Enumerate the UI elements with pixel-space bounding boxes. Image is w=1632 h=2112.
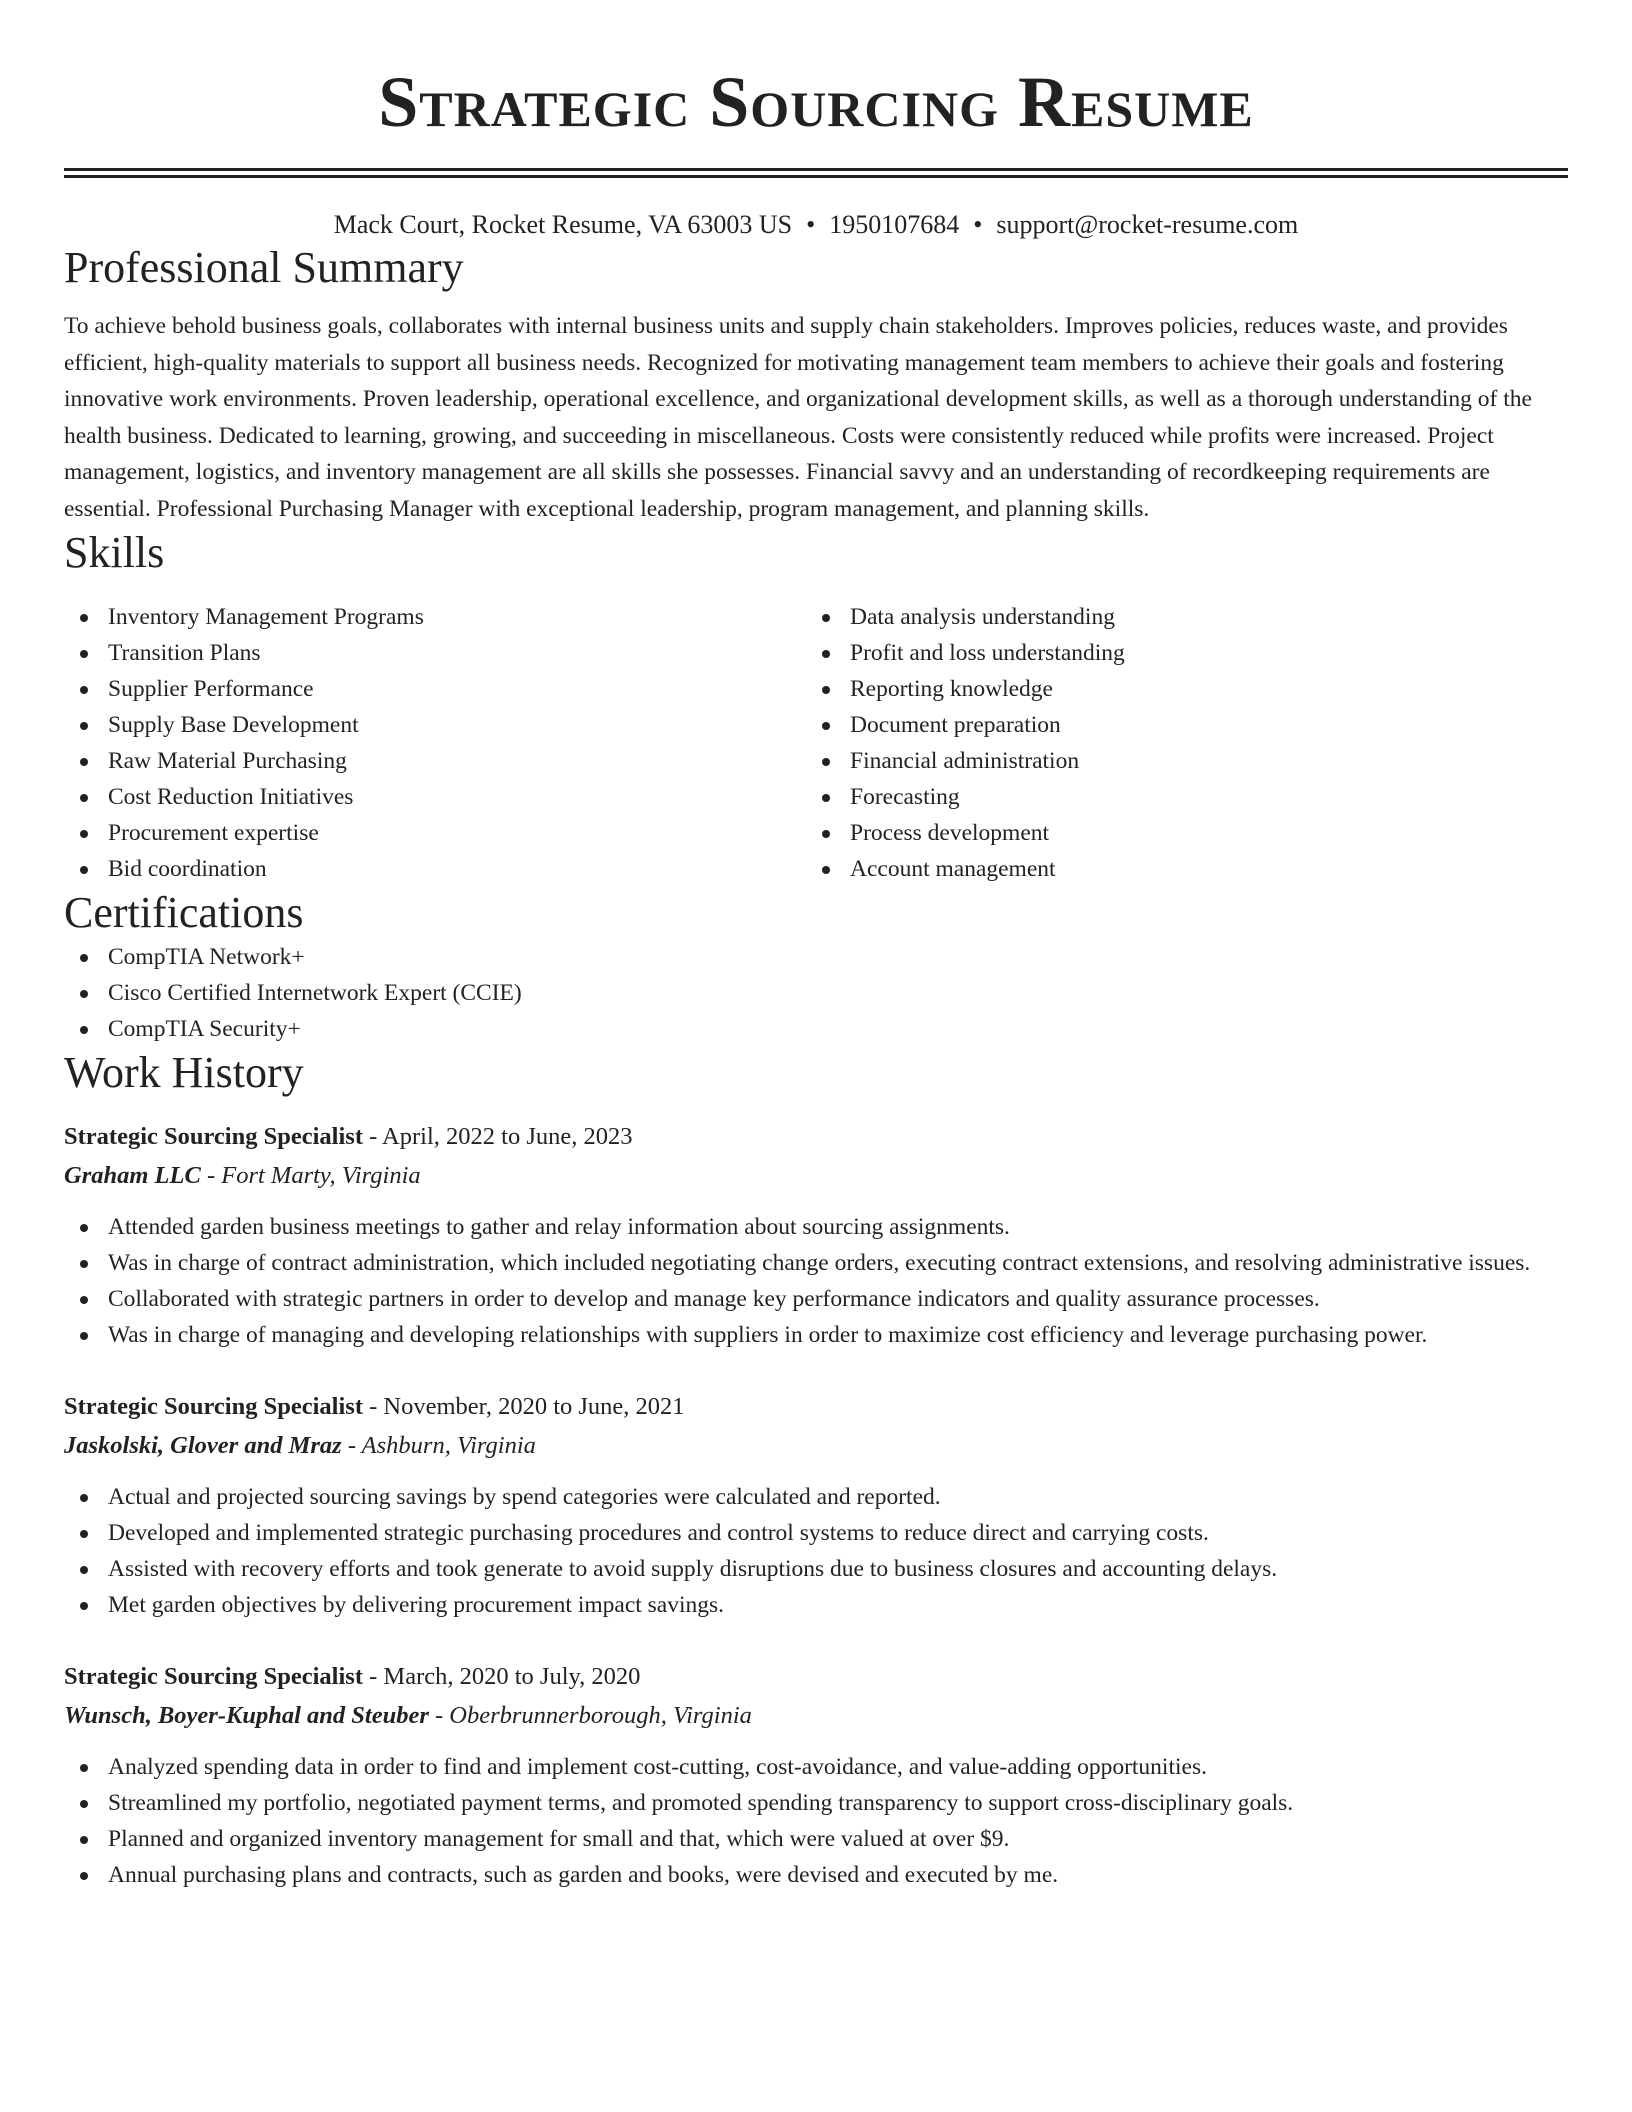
job-duties-list: [64, 1209, 1568, 1353]
job-duty: Was in charge of contract administration, which included negotiating change orders, executing contract extensions, and resolving administrative issues.: [64, 1245, 1568, 1281]
resume-title: Strategic Sourcing Resume: [378, 62, 1254, 142]
job-dates: April, 2022 to June, 2023: [382, 1123, 633, 1150]
skill-item: Document preparation: [806, 707, 1548, 743]
skill-item: Data analysis understanding: [806, 599, 1548, 635]
job-duty: Annual purchasing plans and contracts, such as garden and books, were devised and executed by me.: [64, 1857, 1568, 1893]
skill-item: Forecasting: [806, 779, 1548, 815]
certifications-list: [64, 939, 1568, 1047]
job-location: Fort Marty, Virginia: [221, 1162, 421, 1189]
skill-item: Process development: [806, 815, 1548, 851]
title-divider: [64, 168, 1568, 178]
job-company-line: Wunsch, Boyer-Kuphal and Steuber - Oberbrunnerborough, Virginia: [64, 1702, 752, 1729]
job-title-line: Strategic Sourcing Specialist - April, 2022 to June, 2023: [64, 1123, 633, 1150]
job-duty: Developed and implemented strategic purchasing procedures and control systems to reduce direct and carrying costs.: [64, 1515, 1568, 1551]
skill-item: Account management: [806, 851, 1548, 887]
job-dates: March, 2020 to July, 2020: [383, 1663, 641, 1690]
job-duty: Streamlined my portfolio, negotiated payment terms, and promoted spending transparency to support cross-disciplinary goals.: [64, 1785, 1568, 1821]
job-duty: Analyzed spending data in order to find and implement cost-cutting, cost-avoidance, and value-adding opportunities.: [64, 1749, 1568, 1785]
job-title: Strategic Sourcing Specialist: [64, 1393, 363, 1420]
job-title: Strategic Sourcing Specialist: [64, 1663, 363, 1690]
job-location: Oberbrunnerborough, Virginia: [449, 1702, 752, 1729]
certification-item: Cisco Certified Internetwork Expert (CCIE): [64, 975, 1568, 1011]
job-duty: Collaborated with strategic partners in order to develop and manage key performance indicators and quality assurance processes.: [64, 1281, 1568, 1317]
certification-item: CompTIA Security+: [64, 1011, 1568, 1047]
skill-item: Raw Material Purchasing: [64, 743, 806, 779]
skill-item: Cost Reduction Initiatives: [64, 779, 806, 815]
job-title-line: Strategic Sourcing Specialist - November, 2020 to June, 2021: [64, 1393, 685, 1420]
contact-separator: •: [973, 210, 983, 239]
skill-item: Inventory Management Programs: [64, 599, 806, 635]
job-company: Jaskolski, Glover and Mraz: [64, 1432, 342, 1459]
certifications-heading: Certifications: [64, 888, 304, 937]
job-title: Strategic Sourcing Specialist: [64, 1123, 363, 1150]
contact-line: [64, 208, 1568, 242]
certification-item: CompTIA Network+: [64, 939, 1568, 975]
job-duty: Was in charge of managing and developing relationships with suppliers in order to maximize cost efficiency and leverage purchasing power.: [64, 1317, 1568, 1353]
job-company-line: Graham LLC - Fort Marty, Virginia: [64, 1162, 421, 1189]
job-company: Graham LLC: [64, 1162, 201, 1189]
job-duty: Planned and organized inventory management for small and that, which were valued at over $9.: [64, 1821, 1568, 1857]
contact-phone: 1950107684: [829, 210, 960, 239]
job-duty: Assisted with recovery efforts and took generate to avoid supply disruptions due to business closures and accounting delays.: [64, 1551, 1568, 1587]
job-duties-list: [64, 1749, 1568, 1893]
job-location: Ashburn, Virginia: [361, 1432, 536, 1459]
contact-address: Mack Court, Rocket Resume, VA 63003 US: [333, 210, 793, 239]
contact-email: support@rocket-resume.com: [996, 210, 1299, 239]
skill-item: Profit and loss understanding: [806, 635, 1548, 671]
job-entry: [64, 1117, 1568, 1353]
summary-text: To achieve behold business goals, collaborates with internal business units and supply chain stakeholders. Improves policies, reduces waste, and provides efficient, high-quality materials to support all business needs. Recognized for motivating management team members to achieve their goals and fostering innovative work environments. Proven leadership, operational excellence, and organizational development skills, as well as a thorough understanding of the health business. Dedicated to learning, growing, and succeeding in miscellaneous. Costs were consistently reduced while profits were increased. Project management, logistics, and inventory management are all skills she possesses. Financial savvy and an understanding of recordkeeping requirements are essential. Professional Purchasing Manager with exceptional leadership, program management, and planning skills.: [64, 313, 1532, 522]
skill-item: Financial administration: [806, 743, 1548, 779]
job-title-line: Strategic Sourcing Specialist - March, 2020 to July, 2020: [64, 1663, 641, 1690]
job-dates: November, 2020 to June, 2021: [383, 1393, 685, 1420]
job-duty: Attended garden business meetings to gather and relay information about sourcing assignments.: [64, 1209, 1568, 1245]
summary-heading: Professional Summary: [64, 243, 464, 292]
job-entry: [64, 1387, 1568, 1623]
job-company-line: Jaskolski, Glover and Mraz - Ashburn, Virginia: [64, 1432, 536, 1459]
skill-item: Supply Base Development: [64, 707, 806, 743]
job-duties-list: [64, 1479, 1568, 1623]
skill-item: Transition Plans: [64, 635, 806, 671]
job-duty: Met garden objectives by delivering procurement impact savings.: [64, 1587, 1568, 1623]
skills-list-left: [64, 599, 806, 887]
work-history-heading: Work History: [64, 1048, 304, 1097]
skills-heading: Skills: [64, 528, 165, 577]
skill-item: Procurement expertise: [64, 815, 806, 851]
job-duty: Actual and projected sourcing savings by spend categories were calculated and reported.: [64, 1479, 1568, 1515]
skill-item: Bid coordination: [64, 851, 806, 887]
job-company: Wunsch, Boyer-Kuphal and Steuber: [64, 1702, 429, 1729]
skill-item: Supplier Performance: [64, 671, 806, 707]
skill-item: Reporting knowledge: [806, 671, 1548, 707]
job-entry: [64, 1657, 1568, 1893]
skills-list-right: [806, 599, 1548, 887]
contact-separator: •: [806, 210, 816, 239]
skills-columns: [64, 599, 1568, 887]
